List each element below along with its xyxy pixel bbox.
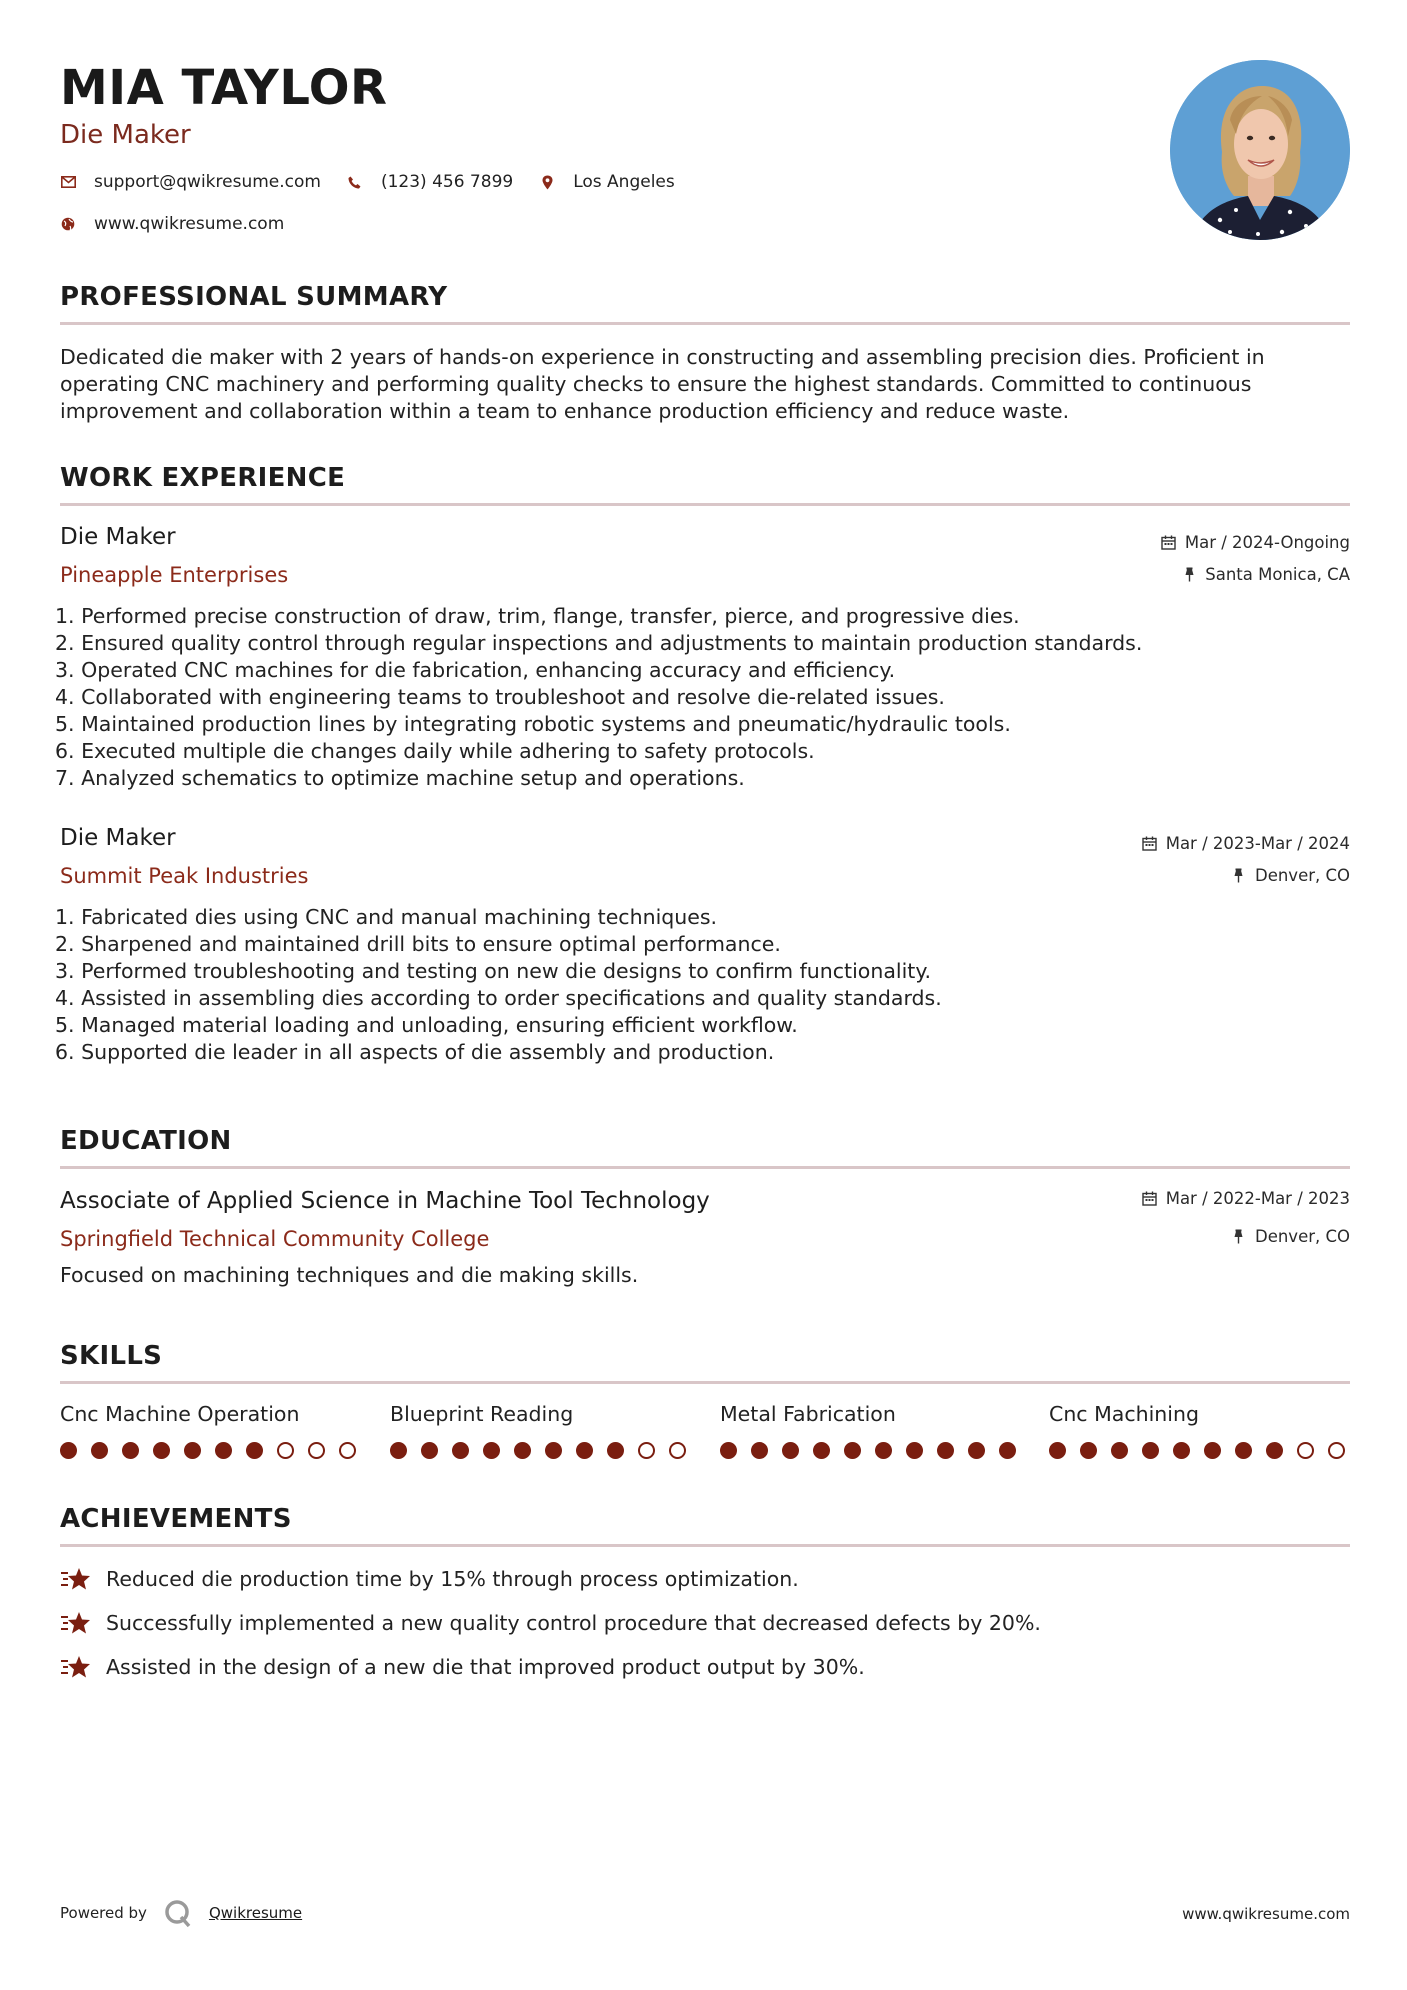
list-item: 5. Maintained production lines by integrating robotic systems and pneumatic/hydraulic tools. bbox=[55, 712, 1011, 736]
rating-dot-filled bbox=[545, 1442, 562, 1459]
section-title-skills: SKILLS bbox=[60, 1341, 163, 1371]
list-item: 7. Analyzed schematics to optimize machine setup and operations. bbox=[55, 766, 745, 790]
rating-dot-filled bbox=[751, 1442, 768, 1459]
list-item: 4. Collaborated with engineering teams to troubleshoot and resolve die-related issues. bbox=[55, 685, 945, 709]
skill-name: Blueprint Reading bbox=[390, 1402, 574, 1426]
job-dates bbox=[1161, 533, 1350, 552]
job-title: Die Maker bbox=[60, 524, 176, 550]
profile-photo bbox=[1170, 60, 1350, 240]
list-item: 6. Executed multiple die changes daily while adhering to safety protocols. bbox=[55, 739, 815, 763]
rating-dot-empty bbox=[669, 1442, 686, 1459]
footer-website[interactable]: www.qwikresume.com bbox=[1182, 1905, 1350, 1923]
contact-website[interactable] bbox=[60, 214, 284, 234]
qwikresume-logo-icon bbox=[163, 1898, 193, 1928]
section-title-achievements: ACHIEVEMENTS bbox=[60, 1504, 292, 1534]
phone-text: (123) 456 7899 bbox=[380, 172, 514, 192]
pushpin-icon bbox=[1231, 1229, 1247, 1245]
rating-dot-filled bbox=[390, 1442, 407, 1459]
achievement-text: Successfully implemented a new quality control procedure that decreased defects by 20%. bbox=[106, 1611, 1041, 1635]
rating-dot-filled bbox=[999, 1442, 1016, 1459]
dates-text: Mar / 2022-Mar / 2023 bbox=[1165, 1189, 1350, 1208]
job-bullets bbox=[55, 904, 1335, 1066]
email-text: support@qwikresume.com bbox=[94, 172, 321, 192]
list-item: 6. Supported die leader in all aspects of die assembly and production. bbox=[55, 1040, 775, 1064]
section-divider bbox=[60, 1166, 1350, 1169]
dates-text: Mar / 2023-Mar / 2024 bbox=[1165, 834, 1350, 853]
rating-dot-filled bbox=[452, 1442, 469, 1459]
rating-dot-filled bbox=[782, 1442, 799, 1459]
rating-dot-filled bbox=[576, 1442, 593, 1459]
calendar-icon bbox=[1161, 535, 1177, 551]
rating-dot-filled bbox=[1173, 1442, 1190, 1459]
achievement-item bbox=[60, 1653, 865, 1681]
rating-dot-filled bbox=[184, 1442, 201, 1459]
list-item: 1. Performed precise construction of draw, trim, flange, transfer, pierce, and progressive dies. bbox=[55, 604, 1020, 628]
rating-dot-empty bbox=[339, 1442, 356, 1459]
footer-branding bbox=[60, 1898, 302, 1928]
skill-rating bbox=[60, 1442, 370, 1459]
summary-text: Dedicated die maker with 2 years of hands-on experience in constructing and assembling precision dies. Proficient in operating CNC machinery and performing quality checks to ensure the highest standards. Committed to continuous improvement and collaboration within a team to enhance production efficiency and reduce waste. bbox=[60, 345, 1265, 423]
website-text: www.qwikresume.com bbox=[94, 214, 285, 234]
job-title: Die Maker bbox=[60, 825, 176, 851]
skill-item bbox=[1049, 1402, 1349, 1426]
education-description: Focused on machining techniques and die making skills. bbox=[60, 1263, 639, 1287]
company-name: Summit Peak Industries bbox=[60, 864, 309, 888]
rating-dot-filled bbox=[1235, 1442, 1252, 1459]
rating-dot-empty bbox=[1328, 1442, 1345, 1459]
list-item: 2. Ensured quality control through regular inspections and adjustments to maintain production standards. bbox=[55, 631, 1143, 655]
qwikresume-link[interactable]: Qwikresume bbox=[208, 1904, 303, 1922]
rating-dot-filled bbox=[1111, 1442, 1128, 1459]
rating-dot-filled bbox=[1142, 1442, 1159, 1459]
rating-dot-filled bbox=[720, 1442, 737, 1459]
calendar-icon bbox=[1142, 1191, 1158, 1207]
contact-location bbox=[539, 172, 675, 192]
rating-dot-empty bbox=[308, 1442, 325, 1459]
rating-dot-filled bbox=[844, 1442, 861, 1459]
achievement-item bbox=[60, 1565, 799, 1593]
rating-dot-empty bbox=[277, 1442, 294, 1459]
rating-dot-filled bbox=[246, 1442, 263, 1459]
skill-name: Metal Fabrication bbox=[720, 1402, 896, 1426]
section-title-experience: WORK EXPERIENCE bbox=[60, 463, 346, 493]
school-name: Springfield Technical Community College bbox=[60, 1227, 490, 1251]
skill-item bbox=[720, 1402, 1020, 1426]
job-location bbox=[1231, 866, 1350, 885]
achievement-item bbox=[60, 1609, 1041, 1637]
education-location bbox=[1231, 1227, 1350, 1246]
contact-email[interactable] bbox=[60, 172, 321, 192]
location-text: Los Angeles bbox=[573, 172, 675, 192]
candidate-role: Die Maker bbox=[60, 120, 191, 150]
degree-title: Associate of Applied Science in Machine Tool Technology bbox=[60, 1188, 710, 1214]
contact-phone[interactable] bbox=[347, 172, 513, 192]
location-text: Denver, CO bbox=[1254, 866, 1350, 885]
powered-by-label: Powered by bbox=[60, 1904, 147, 1922]
job-location bbox=[1181, 565, 1350, 584]
globe-icon bbox=[60, 216, 76, 232]
rating-dot-filled bbox=[813, 1442, 830, 1459]
candidate-name: MIA TAYLOR bbox=[60, 60, 388, 116]
skill-rating bbox=[1049, 1442, 1359, 1459]
contact-row-secondary bbox=[60, 214, 310, 234]
section-divider bbox=[60, 1544, 1350, 1547]
job-dates bbox=[1142, 834, 1350, 853]
rating-dot-filled bbox=[937, 1442, 954, 1459]
rating-dot-filled bbox=[968, 1442, 985, 1459]
skill-name: Cnc Machine Operation bbox=[60, 1402, 300, 1426]
list-item: 2. Sharpened and maintained drill bits to ensure optimal performance. bbox=[55, 932, 781, 956]
map-pin-icon bbox=[539, 174, 555, 190]
section-title-education: EDUCATION bbox=[60, 1126, 232, 1156]
skill-item bbox=[390, 1402, 690, 1426]
contact-row-primary bbox=[60, 172, 701, 192]
skill-rating bbox=[390, 1442, 700, 1459]
star-icon bbox=[60, 1653, 92, 1681]
list-item: 4. Assisted in assembling dies according to order specifications and quality standards. bbox=[55, 986, 942, 1010]
calendar-icon bbox=[1142, 836, 1158, 852]
rating-dot-filled bbox=[421, 1442, 438, 1459]
list-item: 3. Performed troubleshooting and testing on new die designs to confirm functionality. bbox=[55, 959, 932, 983]
section-divider bbox=[60, 503, 1350, 506]
pushpin-icon bbox=[1231, 868, 1247, 884]
job-bullets bbox=[55, 603, 1335, 792]
rating-dot-filled bbox=[483, 1442, 500, 1459]
phone-icon bbox=[347, 174, 363, 190]
achievement-text: Assisted in the design of a new die that improved product output by 30%. bbox=[106, 1655, 865, 1679]
education-dates bbox=[1142, 1189, 1350, 1208]
rating-dot-empty bbox=[638, 1442, 655, 1459]
rating-dot-filled bbox=[60, 1442, 77, 1459]
company-name: Pineapple Enterprises bbox=[60, 563, 289, 587]
rating-dot-filled bbox=[215, 1442, 232, 1459]
star-icon bbox=[60, 1609, 92, 1637]
envelope-icon bbox=[60, 174, 76, 190]
section-divider bbox=[60, 322, 1350, 325]
rating-dot-filled bbox=[122, 1442, 139, 1459]
rating-dot-empty bbox=[1297, 1442, 1314, 1459]
location-text: Santa Monica, CA bbox=[1205, 565, 1350, 584]
rating-dot-filled bbox=[906, 1442, 923, 1459]
achievement-text: Reduced die production time by 15% through process optimization. bbox=[106, 1567, 799, 1591]
list-item: 1. Fabricated dies using CNC and manual machining techniques. bbox=[55, 905, 718, 929]
star-icon bbox=[60, 1565, 92, 1593]
skill-name: Cnc Machining bbox=[1049, 1402, 1199, 1426]
rating-dot-filled bbox=[1204, 1442, 1221, 1459]
rating-dot-filled bbox=[153, 1442, 170, 1459]
rating-dot-filled bbox=[1266, 1442, 1283, 1459]
location-text: Denver, CO bbox=[1254, 1227, 1350, 1246]
list-item: 3. Operated CNC machines for die fabrication, enhancing accuracy and efficiency. bbox=[55, 658, 896, 682]
list-item: 5. Managed material loading and unloading, ensuring efficient workflow. bbox=[55, 1013, 798, 1037]
section-title-summary: PROFESSIONAL SUMMARY bbox=[60, 282, 448, 312]
rating-dot-filled bbox=[875, 1442, 892, 1459]
rating-dot-filled bbox=[514, 1442, 531, 1459]
skill-rating bbox=[720, 1442, 1030, 1459]
rating-dot-filled bbox=[91, 1442, 108, 1459]
skill-item bbox=[60, 1402, 360, 1426]
rating-dot-filled bbox=[1049, 1442, 1066, 1459]
pushpin-icon bbox=[1181, 567, 1197, 583]
dates-text: Mar / 2024-Ongoing bbox=[1184, 533, 1350, 552]
rating-dot-filled bbox=[607, 1442, 624, 1459]
rating-dot-filled bbox=[1080, 1442, 1097, 1459]
section-divider bbox=[60, 1381, 1350, 1384]
